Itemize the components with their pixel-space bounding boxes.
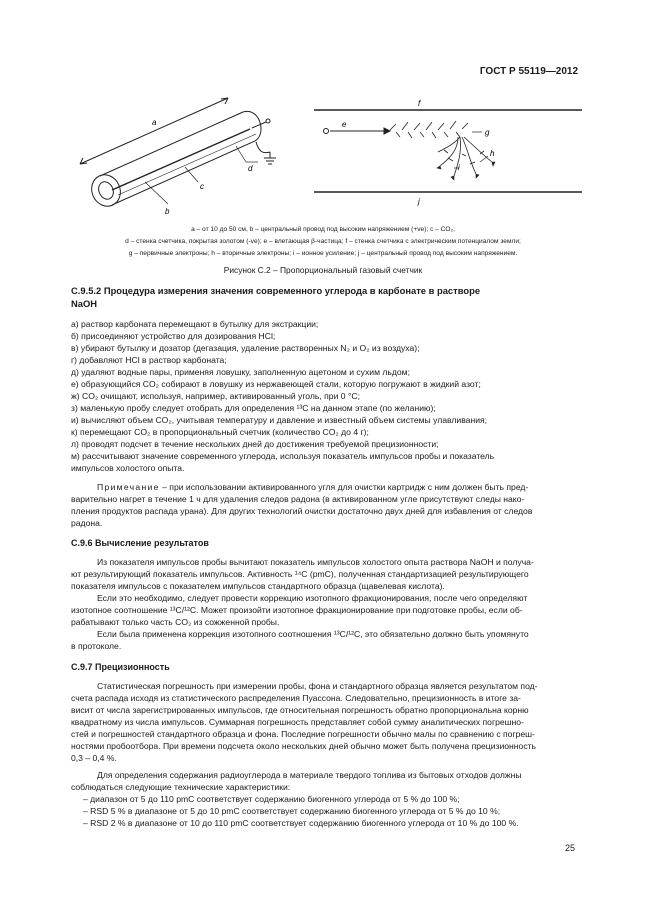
- note-text: варительно нагрет в течение 1 ч для удаления следов радона (в активированном угле присутствуют следы нако-: [71, 494, 525, 504]
- page-number: 25: [564, 843, 575, 853]
- procedure-step: ж) CO₂ очищают, используя, например, активированный уголь, при 0 °C;: [71, 391, 360, 401]
- note-text: – при использовании активированного угля для очистки картридж с ним должен быть пред-: [159, 482, 529, 492]
- paragraph-line: показателя импульсов с показателем импульсов стандартного образца (щавелевая кислота).: [71, 581, 445, 591]
- label-b: b: [165, 207, 170, 216]
- paragraph-line: квадратному из числа импульсов. Суммарная погрешность представляет собой сумму аналитических погрешно-: [71, 717, 524, 727]
- procedure-step: е) образующийся CO₂ собирают в ловушку из нержавеющей стали, которую погружают в жидкий азот;: [71, 379, 481, 389]
- paragraph-line: Для определения содержания радиоуглерода в материале твердого топлива из бытовых отходов должны: [97, 770, 522, 780]
- ground-lead: [256, 142, 270, 153]
- avalanche-arrowheads: [437, 162, 495, 180]
- section-c952: [71, 284, 585, 529]
- spec-item: – диапазон от 5 до 110 pmC соответствует содержанию биогенного углерода от 5 % до 100 %;: [83, 794, 460, 804]
- procedure-step: л) проводят подсчет в течение нескольких дней до достижения требуемой прецизионности;: [71, 439, 439, 449]
- note-text: пления продуктов распада урана). Для других технологий очистки достаточно двух дней для избавления от следов: [71, 506, 533, 516]
- section-heading-cont: NaOH: [71, 298, 98, 309]
- section-heading: С.9.6 Вычисление результатов: [71, 538, 209, 548]
- paragraph-line: ностями пробоотбора. При времени подсчета около нескольких дней обычно может быть получена прецизионность: [71, 741, 537, 751]
- wire-lead: [252, 122, 266, 128]
- procedure-step: г) добавляют HCl в раствор карбоната;: [71, 355, 227, 365]
- procedure-step: з) маленькую пробу следует отобрать для определения ¹³C на данном этапе (по желанию);: [71, 403, 436, 413]
- procedure-step: в) убирают бутылку и дозатор (дегазация, удаление растворенных N₂ и O₂ из воздуха);: [71, 343, 420, 353]
- label-a: a: [152, 118, 157, 127]
- tube-bottom-edge: [112, 141, 255, 205]
- figure-caption: Рисунок С.2 – Пропорциональный газовый счетчик: [223, 265, 423, 275]
- section-c96: [71, 537, 585, 652]
- ionization-avalanche: [438, 137, 492, 176]
- paragraph-line: 0,3 – 0,4 %.: [71, 753, 117, 763]
- wire-terminal: [266, 119, 270, 123]
- paragraph-line: Если была применена коррекция изотопного соотношения ¹³C/¹²C, это обязательно должно быть упомянуто: [97, 629, 529, 639]
- standard-code: ГОСТ Р 55119—2012: [479, 66, 578, 77]
- label-e: e: [342, 120, 347, 129]
- paragraph-line: ют результирующий показатель импульсов. Активность ¹⁴C (pmC), полученная стандартизацией результирующего: [71, 569, 529, 579]
- ionization-detail-drawing: [314, 110, 582, 192]
- spec-item: – RSD 2 % в диапазоне от 10 до 110 pmC соответствует содержанию биогенного углерода от 10 % до 100 %.: [83, 818, 519, 828]
- paragraph-line: висит от числа зарегистрированных импульсов, где относительная погрешность обратно пропорциональна корню: [71, 705, 529, 715]
- section-c97: [71, 661, 585, 829]
- avalanche-branches: [444, 150, 484, 168]
- procedure-step: б) присоединяют устройство для дозирования HCl;: [71, 331, 276, 341]
- central-wire: [112, 129, 250, 190]
- tube-top-edge: [100, 112, 243, 176]
- label-g: g: [485, 128, 490, 137]
- legend-line: a – от 10 до 50 см, b – центральный провод под высоким напряжением (+ve); c – CO₂;: [191, 226, 455, 233]
- secondary-trails-low: [396, 132, 460, 138]
- leader-h: [480, 156, 488, 162]
- label-d: d: [248, 164, 253, 173]
- leader-d: [236, 146, 246, 162]
- paragraph-line: изотопное соотношение ¹³C/¹²C. Может произойти изотопное фракционирование при подготовке пробы, если об-: [71, 605, 523, 615]
- tube-front-end: [87, 170, 126, 211]
- spec-item: – RSD 5 % в диапазоне от 5 до 10 pmC соответствует содержанию биогенного углерода от 5 % до 10 %;: [83, 806, 501, 816]
- section-heading: С.9.5.2 Процедура измерения значения современного углерода в карбонате в растворе: [71, 285, 481, 296]
- paragraph-line: Если это необходимо, следует провести коррекцию изотопного фракционирования, после чего определяют: [97, 593, 528, 603]
- label-c: c: [200, 182, 204, 191]
- label-j: j: [418, 197, 420, 206]
- legend-line: d – стенка счетчика, покрытая золотом (-ve); e – влетающая β-частица; f – стенка счетчика с электрическим потенциалом земли;: [125, 238, 521, 245]
- procedure-step: и) вычисляют объем CO₂, учитывая температуру и давление и известный объем системы улавливания;: [71, 415, 488, 425]
- counter-wall-line: [118, 134, 256, 195]
- legend-line: g – первичные электроны; h – вторичные электроны; i – ионное усиление; j – центральный провод под высоким напряжением.: [128, 250, 518, 257]
- procedure-step: к) перемещают CO₂ в пропорциональный счетчик (количество CO₂ до 4 г);: [71, 427, 369, 437]
- note-label: Примечание: [97, 482, 160, 492]
- note: [71, 481, 585, 529]
- paragraph-line: соблюдаться следующие технические характеристики:: [71, 782, 291, 792]
- particle-entry-point: [324, 129, 329, 134]
- counter-tube-drawing: [80, 98, 276, 211]
- label-i: i: [458, 163, 460, 172]
- primary-electron-trails: [390, 121, 468, 130]
- procedure-step-cont: импульсов холостого опыта.: [71, 463, 185, 473]
- section-heading: С.9.7 Прецизионность: [71, 662, 170, 672]
- figure-legend: [40, 224, 606, 260]
- note-text: радона.: [71, 518, 103, 528]
- paragraph-line: рабатывают только часть CO₂ из сожженной пробы.: [71, 617, 280, 627]
- label-f: f: [418, 99, 421, 108]
- paragraph-line: Статистическая погрешность при измерении пробы, фона и стандартного образца является результатом под-: [97, 681, 538, 691]
- proportional-counter-figure: [60, 92, 596, 222]
- paragraph-line: стей и погрешностей стандартного образца и фона. Последние погрешности обычно малы по сравнению с погреш-: [71, 729, 535, 739]
- procedure-step: а) раствор карбоната перемещают в бутылку для экстракции;: [71, 319, 319, 329]
- paragraph-line: Из показателя импульсов пробы вычитают показатель импульсов холостого опыта раствора NaOH и получа-: [97, 557, 534, 567]
- particle-arrow: [384, 128, 390, 134]
- tube-back-end: [243, 111, 261, 141]
- paragraph-line: счета распада исходя из статистического распределения Пуассона. Следовательно, прецизионность в итоге за-: [71, 693, 521, 703]
- procedure-step: м) рассчитывают значение современного углерода, используя показатель импульсов пробы и показатель: [71, 451, 495, 461]
- length-dimension: [80, 98, 228, 164]
- paragraph-line: в протоколе.: [71, 641, 122, 651]
- procedure-step: д) удаляют водные пары, применяя ловушку, заполненную ацетоном и сухим льдом;: [71, 367, 410, 377]
- label-h: h: [490, 149, 495, 158]
- tube-front-inner: [96, 179, 116, 201]
